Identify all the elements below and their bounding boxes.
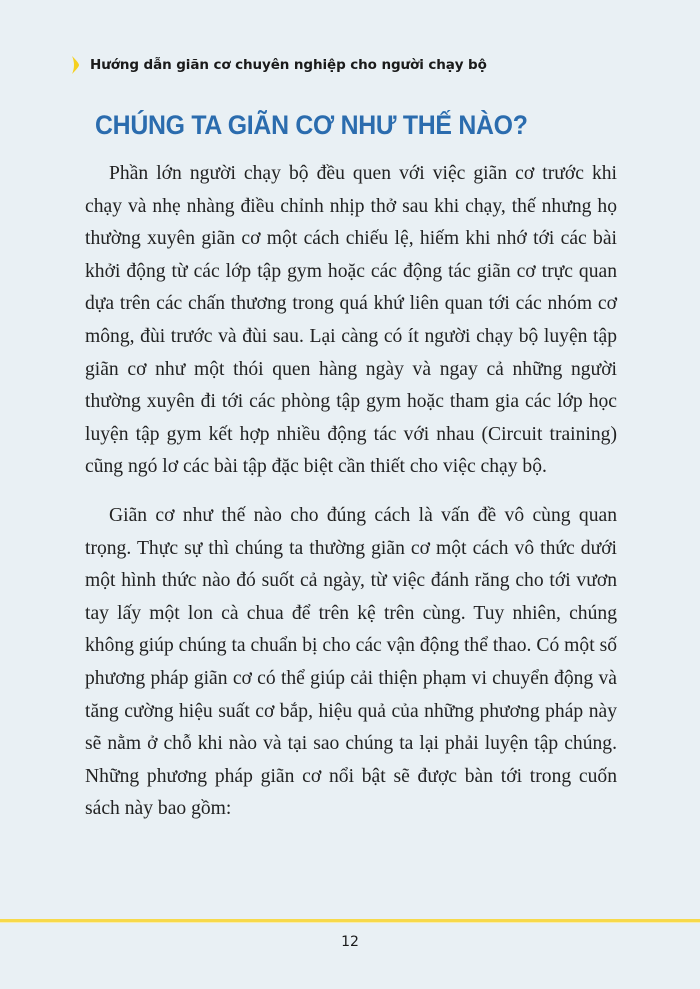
body-text bbox=[85, 158, 617, 842]
paragraph: Giãn cơ như thế nào cho đúng cách là vấn đề vô cùng quan trọng. Thực sự thì chúng ta thường giãn cơ một cách vô thức dưới một hình thức nào đó suốt cả ngày, từ việc đánh răng cho tới vươn tay lấy một lon cà chua để trên kệ trên cùng. Tuy nhiên, chúng không giúp chúng ta chuẩn bị cho các vận động thể thao. Có một số phương pháp giãn cơ có thể giúp cải thiện phạm vi chuyển động và tăng cường hiệu suất cơ bắp, hiệu quả của những phương pháp này sẽ nằm ở chỗ khi nào và tại sao chúng ta lại phải luyện tập chúng. Những phương pháp giãn cơ nổi bật sẽ được bàn tới trong cuốn sách này bao gồm: bbox=[85, 504, 617, 820]
running-header bbox=[70, 55, 487, 75]
chapter-title: CHÚNG TA GIÃN CƠ NHƯ THẾ NÀO? bbox=[95, 110, 528, 140]
running-header-title: Hướng dẫn giãn cơ chuyên nghiệp cho người chạy bộ bbox=[90, 57, 487, 73]
page-number: 12 bbox=[341, 934, 359, 950]
paragraph: Phần lớn người chạy bộ đều quen với việc giãn cơ trước khi chạy và nhẹ nhàng điều chỉnh nhịp thở sau khi chạy, thế nhưng họ thường xuyên giãn cơ một cách chiếu lệ, hiếm khi nhớ tới các bài khởi động từ các lớp tập gym hoặc các động tác giãn cơ trực quan dựa trên các chấn thương trong quá khứ liên quan tới các nhóm cơ mông, đùi trước và đùi sau. Lại càng có ít người chạy bộ luyện tập giãn cơ như một thói quen hàng ngày và ngay cả những người thường xuyên đi tới các phòng tập gym hoặc tham gia các lớp học luyện tập gym kết hợp nhiều động tác với nhau (Circuit training) cũng ngó lơ các bài tập đặc biệt cần thiết cho việc chạy bộ. bbox=[85, 163, 617, 478]
chevron-right-icon bbox=[70, 55, 82, 75]
footer-divider bbox=[0, 919, 700, 922]
